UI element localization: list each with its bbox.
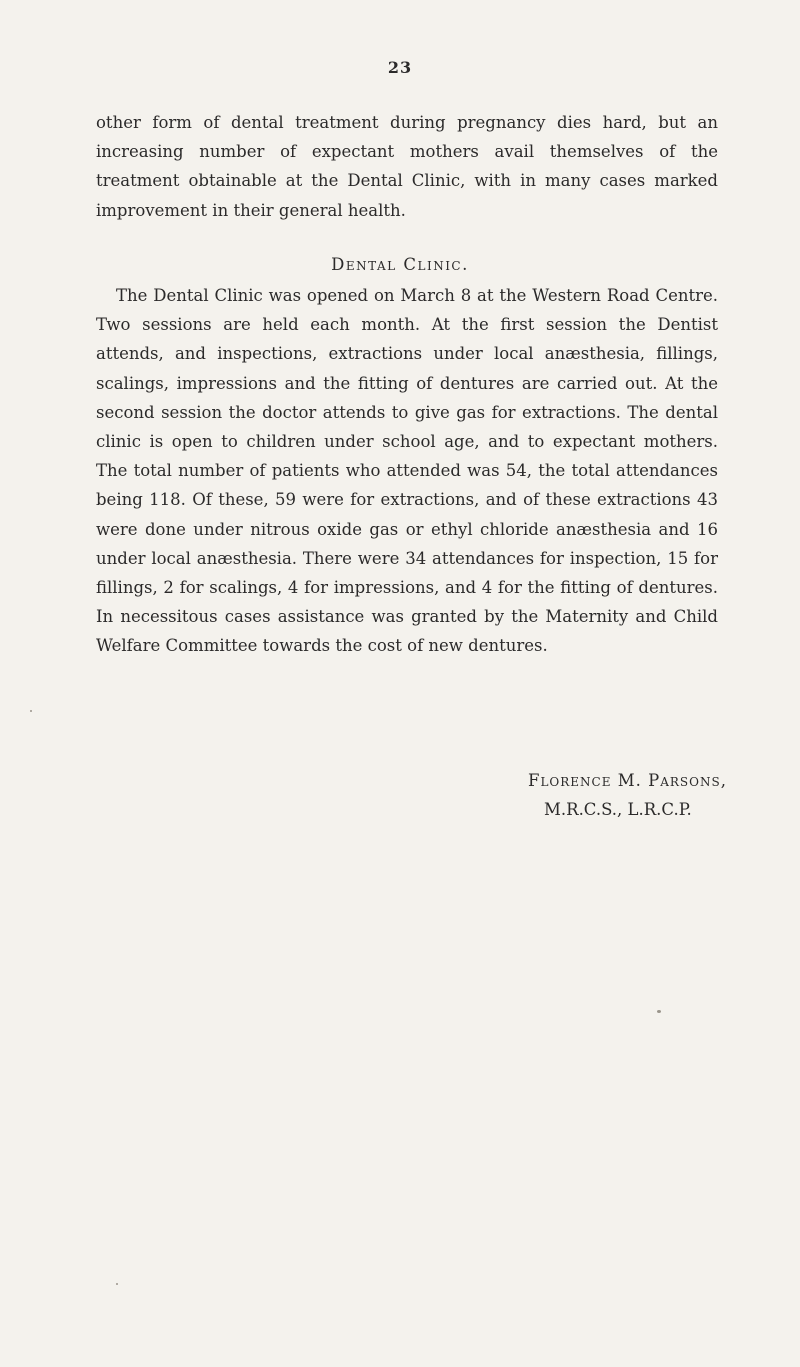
paragraph-dental-clinic [96,281,718,661]
paper-speck [116,1283,118,1285]
paragraph-continued: other form of dental treatment during pregnancy dies hard, but an increasing number of expectant mothers avail themselves of the treatment obtainable at the Dental Clinic, with in many cases marked improvement in their general health. [96,113,718,220]
section-heading: Dental Clinic. [331,255,469,274]
signature-qualifications: M.R.C.S., L.R.C.P. [544,800,692,820]
paper-speck [657,1010,661,1013]
signature-name: Florence M. Parsons, [528,771,727,790]
paper-speck [30,710,32,712]
paragraph-dental-clinic-text: The Dental Clinic was opened on March 8 at the Western Road Centre. Two sessions are held each month. At the first session the Dentist attends, and inspections, extractions under local anæsthesia, fillings, scalings, impressions and the fitting of dentures are carried out. At the second session the doctor attends to give gas for extractions. The dental clinic is open to children under school age, and to expectant mothers. The total number of patients who attended was 54, the total attendances being 118. Of these, 59 were for extractions, and of these extractions 43 were done under nitrous oxide gas or ethyl chloride anæsthesia and 16 under local anæsthesia. There were 34 attendances for inspection, 15 for fillings, 2 for scalings, 4 for impressions, and 4 for the fitting of dentures. In necessitous cases assistance was granted by the Maternity and Child Welfare Committee towards the cost of new dentures. [96,286,718,656]
page-number: 23 [387,58,413,77]
signature-block [528,766,727,824]
